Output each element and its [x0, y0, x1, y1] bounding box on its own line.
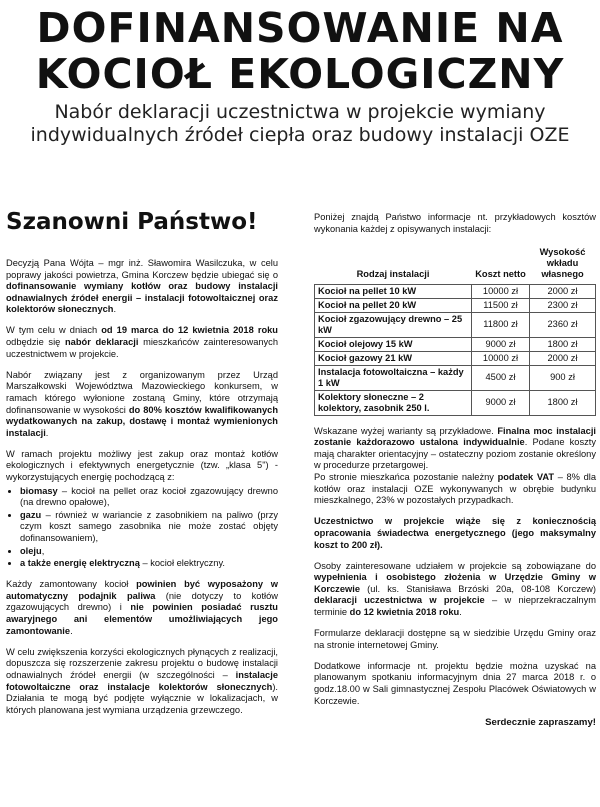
right-column: [314, 212, 596, 728]
left-column: [6, 258, 278, 726]
page-title-line-1: DOFINANSOWANIE NA: [36, 4, 564, 52]
paragraph-requirements: Każdy zamontowany kocioł powinien być wyposażony w automatyczny podajnik paliwa (nie dotyczy to kotłów zgazowujących drewno) i nie powinien posiadać rusztu awaryjnego ani elementów umożliwiających jego zamontowanie.: [6, 579, 278, 636]
paragraph-oze: W celu zwiększenia korzyści ekologicznych płynących z realizacji, dopuszcza się rozszerzenie zakresu projektu o budowę instalacji odnawialnych źródeł energii (w szczególności – instalacje fotowoltaiczne oraz instalacje kolektorów słonecznych). Działania te mogą być podjęte wyłącznie w lokalizacjach, w których planowana jest wymiana urządzenia grzewczego.: [6, 646, 278, 715]
paragraph-meeting: Dodatkowe informacje nt. projektu będzie można uzyskać na planowanym spotkaniu informacyjnym dnia 27 marca 2018 r. o godz.18.00 w Sali gimnastycznej Zespołu Placówek Oświatowych w Korczewie.: [314, 660, 596, 706]
paragraph-decision: Decyzją Pana Wójta – mgr inż. Sławomira Wasilczuka, w celu poprawy jakości powietrza, Gmina Korczew będzie ubiegać się o dofinansowanie wymiany kotłów oraz budowy instalacji odnawialnych źródeł energii – instalacji fotowoltaicznej oraz kolektorów słonecznych.: [6, 258, 278, 315]
energy-source-list: [6, 486, 278, 570]
cost-table: [314, 245, 596, 416]
list-item: • oleju,: [20, 546, 278, 558]
paragraph-costs-intro: Poniżej znajdą Państwo informacje nt. przykładowych kosztów wykonania każdej z opisywanych instalacji:: [314, 212, 596, 234]
paragraph-energy-certificate: Uczestnictwo w projekcie wiąże się z koniecznością opracowania świadectwa energetycznego (jego maksymalny koszt to 200 zł).: [314, 516, 596, 550]
paragraph-scope: W ramach projektu możliwy jest zakup oraz montaż kotłów ekologicznych i efektywnych energetycznie (tzw. „klasa 5") - wykorzystujących energię pochodzącą z:: [6, 448, 278, 482]
paragraph-competition: Nabór związany jest z organizowanym przez Urząd Marszałkowski Województwa Mazowieckiego konkursem, w ramach którego wyłonione zostaną Gminy, które otrzymają dofinansowanie w wysokości do 80% kosztów kwalifikowanych wydatkowanych na zakup, dostawę i montaż wymienionych instalacji.: [6, 369, 278, 438]
paragraph-dates: W tym celu w dniach od 19 marca do 12 kwietnia 2018 roku odbędzie się nabór deklaracji mieszkańców zainteresowanych uczestnictwem w projekcie.: [6, 325, 279, 359]
table-row: Kocioł zgazowujący drewno – 25 kW 11800 zł 2360 zł: [315, 312, 596, 337]
table-header: Koszt netto: [472, 245, 530, 285]
list-item: • a także energię elektryczną – kocioł elektryczny.: [20, 558, 278, 570]
subtitle-line-2: indywidualnych źródeł ciepła oraz budowy instalacji OZE: [30, 124, 570, 146]
table-row: Kocioł na pellet 20 kW 11500 zł 2300 zł: [315, 298, 596, 312]
paragraph-variants: Wskazane wyżej warianty są przykładowe. Finalna moc instalacji zostanie każdorazowo ustalona indywidualnie. Podane koszty mają charakter orientacyjny – ostateczny poziom zostanie określony w procedurze przetargowej. Po stronie mieszkańca pozostanie należny podatek VAT – 8% dla kotłów oraz instalacji OZE wykonywanych w obrębie budynku mieszkalnego, 23% w pozostałych przypadkach.: [314, 425, 596, 506]
table-row: Kocioł gazowy 21 kW 10000 zł 2000 zł: [315, 351, 596, 365]
table-row: Kocioł olejowy 15 kW 9000 zł 1800 zł: [315, 337, 596, 351]
greeting-heading: Szanowni Państwo!: [6, 209, 258, 235]
list-item: • gazu – również w wariancie z zasobnikiem na paliwo (przy czym koszt samego zasobnika nie może zostać objęty dofinansowaniem),: [20, 510, 278, 545]
table-header: Wysokość wkładu własnego: [530, 245, 596, 285]
table-row: Kocioł na pellet 10 kW 10000 zł 2000 zł: [315, 284, 596, 298]
subtitle-line-1: Nabór deklaracji uczestnictwa w projekcie wymiany: [54, 101, 546, 123]
table-row: Kolektory słoneczne – 2 kolektory, zasobnik 250 l. 9000 zł 1800 zł: [315, 390, 596, 415]
paragraph-application: Osoby zainteresowane udziałem w projekcie są zobowiązane do wypełnienia i osobistego złożenia w Urzędzie Gminy w Korczewie (ul. ks. Stanisława Brzóski 20a, 08-108 Korczew) deklaracji uczestnictwa w projekcie – w nieprzekraczalnym terminie do 12 kwietnia 2018 roku.: [314, 560, 596, 617]
paragraph-forms: Formularze deklaracji dostępne są w siedzibie Urzędu Gminy oraz na stronie internetowej Gminy.: [314, 628, 596, 650]
table-row: Instalacja fotowoltaiczna – każdy 1 kW 4500 zł 900 zł: [315, 365, 596, 390]
page-title-line-2: KOCIOŁ EKOLOGICZNY: [35, 50, 565, 98]
list-item: • biomasy – kocioł na pellet oraz kocioł zgazowujący drewno (na drewno opałowe),: [20, 486, 278, 509]
table-header: Rodzaj instalacji: [315, 245, 472, 285]
closing-text: Serdecznie zapraszamy!: [485, 716, 596, 728]
